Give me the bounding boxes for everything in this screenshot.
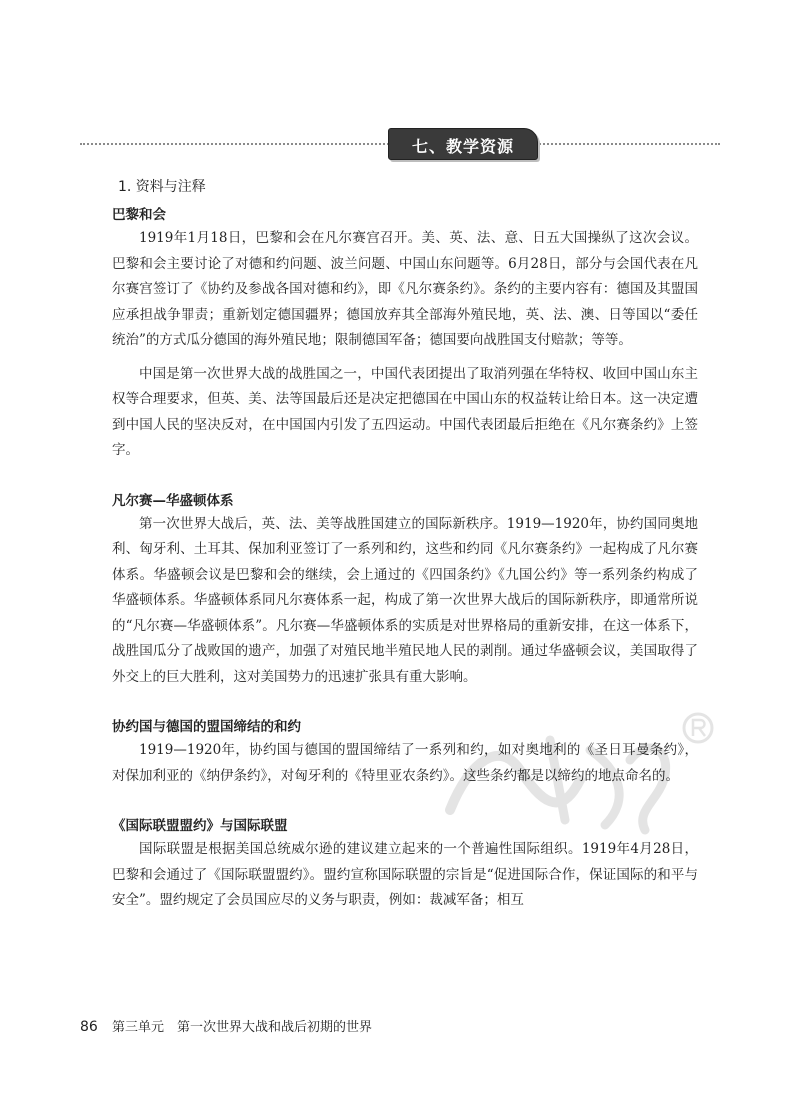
paragraph: 中国是第一次世界大战的战胜国之一，中国代表团提出了取消列强在华特权、收回中国山东主权等合理要求，但英、美、法等国最后还是决定把德国在中国山东的权益转让给日本。这一决定遭到中国人民的坚决反对，在中国国内引发了五四运动。中国代表团最后拒绝在《凡尔赛条约》上签字。 (112, 365, 698, 458)
paragraph: 国际联盟是根据美国总统威尔逊的建议建立起来的一个普遍性国际组织。1919年4月28日，巴黎和会通过了《国际联盟盟约》。盟约宣称国际联盟的宗旨是“促进国际合作，保证国际的和平与安全”。盟约规定了会员国应尽的义务与职责，例如：裁减军备；相互 (112, 841, 698, 908)
subsection-heading: 凡尔赛—华盛顿体系 (112, 492, 234, 509)
section-title: 七、教学资源 (411, 137, 514, 156)
publisher-watermark (430, 700, 730, 850)
page-number: 86 (80, 1019, 98, 1035)
running-title: 第三单元 第一次世界大战和战后初期的世界 (111, 1020, 372, 1035)
subsection-heading: 《国际联盟盟约》与国际联盟 (112, 818, 288, 834)
paragraph: 1919—1920年，协约国与德国的盟国缔结了一系列和约，如对奥地利的《圣日耳曼条约》，对保加利亚的《纳伊条约》，对匈牙利的《特里亚农条约》。这些条约都是以缔约的地点命名的。 (112, 742, 698, 784)
paragraph: 1919年1月18日，巴黎和会在凡尔赛宫召开。美、英、法、意、日五大国操纵了这次会议。巴黎和会主要讨论了对德和约问题、波兰问题、中国山东问题等。6月28日，部分与会国代表在凡尔赛宫签订了《协约及参战各国对德和约》，即《凡尔赛条约》。条约的主要内容有：德国及其盟国应承担战争罪责；重新划定德国疆界；德国放弃其全部海外殖民地，英、法、澳、日等国以“委任统治”的方式瓜分德国的海外殖民地；限制德国军备；德国要向战胜国支付赔款；等等。 (112, 230, 698, 348)
subsection-heading: 协约国与德国的盟国缔结的和约 (112, 719, 301, 735)
subsection-heading: 巴黎和会 (112, 207, 166, 223)
section-versailles-washington-system (112, 490, 698, 691)
resources-heading: 1. 资料与注释 (118, 179, 206, 195)
section-title-tab (388, 128, 538, 160)
section-banner (80, 128, 720, 158)
paragraph: 第一次世界大战后，英、法、美等战胜国建立的国际新秩序。1919—1920年，协约国同奥地利、匈牙利、土耳其、保加利亚签订了一系列和约，这些和约同《凡尔赛条约》一起构成了凡尔赛体系。华盛顿会议是巴黎和会的继续，会上通过的《四国条约》《九国公约》等一系列条约构成了华盛顿体系。华盛顿体系同凡尔赛体系一起，构成了第一次世界大战后的国际新秩序，即通常所说的“凡尔赛—华盛顿体系”。凡尔赛—华盛顿体系的实质是对世界格局的重新安排，在这一体系下，战胜国瓜分了战败国的遗产，加强了对殖民地半殖民地人民的剥削。通过华盛顿会议，美国取得了外交上的巨大胜利，这对美国势力的迅速扩张具有重大影响。 (112, 515, 698, 685)
page-footer (80, 1016, 372, 1040)
section-paris-conference (112, 204, 698, 464)
